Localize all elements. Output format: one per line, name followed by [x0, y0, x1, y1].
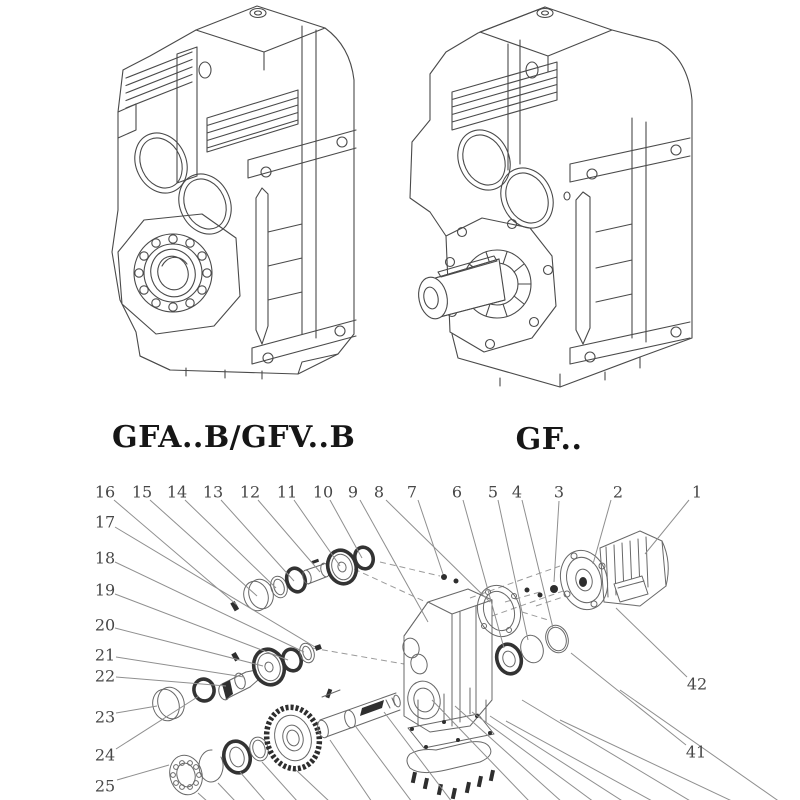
leader-line-13 [221, 500, 294, 581]
leader-line-17 [115, 527, 315, 647]
figure-gfab-gfvb-drawing [112, 6, 356, 379]
leader-line-10 [330, 500, 362, 558]
callout-number-19: 19 [94, 580, 116, 600]
callout-number-23: 23 [94, 707, 116, 727]
leader-line-25 [117, 765, 169, 780]
leader-line-7 [418, 500, 443, 574]
leader-line-23 [116, 706, 157, 713]
leader-line-8 [386, 500, 490, 602]
callout-number-7: 7 [406, 482, 418, 502]
callout-number-14: 14 [166, 482, 188, 502]
callout-number-42: 42 [686, 674, 708, 694]
housing-gaskets-and-bolts [407, 688, 495, 799]
callout-number-6: 6 [451, 482, 463, 502]
callout-number-4: 4 [511, 482, 523, 502]
leader-line-4 [522, 500, 553, 628]
output-shaft-assembly [165, 689, 401, 799]
callout-number-8: 8 [373, 482, 385, 502]
callout-number-20: 20 [94, 615, 116, 635]
callout-number-13: 13 [202, 482, 224, 502]
leader-line-2 [593, 500, 611, 564]
callout-number-3: 3 [553, 482, 565, 502]
leader-line-18 [115, 562, 304, 652]
callout-number-15: 15 [131, 482, 153, 502]
callout-layer [95, 483, 707, 796]
leader-line-21 [116, 657, 244, 677]
leader-line-15 [150, 500, 257, 596]
leader-line-1 [645, 500, 689, 554]
leader-line-42 [616, 608, 687, 677]
callout-number-21: 21 [94, 645, 116, 665]
callout-number-25: 25 [94, 776, 116, 796]
leader-line-11 [294, 500, 340, 566]
callout-number-9: 9 [347, 482, 359, 502]
callout-number-10: 10 [312, 482, 334, 502]
exploded-parts-diagram [95, 483, 780, 800]
callout-number-16: 16 [94, 482, 116, 502]
leader-line-5 [498, 500, 528, 640]
callout-number-22: 22 [94, 666, 116, 686]
callout-number-17: 17 [94, 512, 116, 532]
motor [554, 531, 668, 615]
figure-label-gfab-gfvb: GFA..B/GFV..B [112, 420, 356, 455]
gear-housing [401, 589, 492, 732]
callout-number-24: 24 [94, 745, 116, 765]
figure-gf-drawing [410, 7, 692, 387]
leader-line-41 [571, 653, 686, 745]
leader-line-3 [554, 501, 559, 582]
callout-number-5: 5 [487, 482, 499, 502]
callout-number-11: 11 [276, 482, 298, 502]
oil-seal [149, 684, 189, 724]
callout-number-2: 2 [612, 482, 624, 502]
upper-shaft-assembly [230, 545, 376, 614]
leader-line-9 [360, 500, 428, 622]
callout-number-12: 12 [239, 482, 261, 502]
callout-number-41: 41 [685, 742, 707, 762]
callout-number-1: 1 [691, 482, 703, 502]
figure-label-gf: GF.. [515, 422, 583, 457]
callout-number-18: 18 [94, 548, 116, 568]
leader-line-12 [258, 500, 320, 572]
